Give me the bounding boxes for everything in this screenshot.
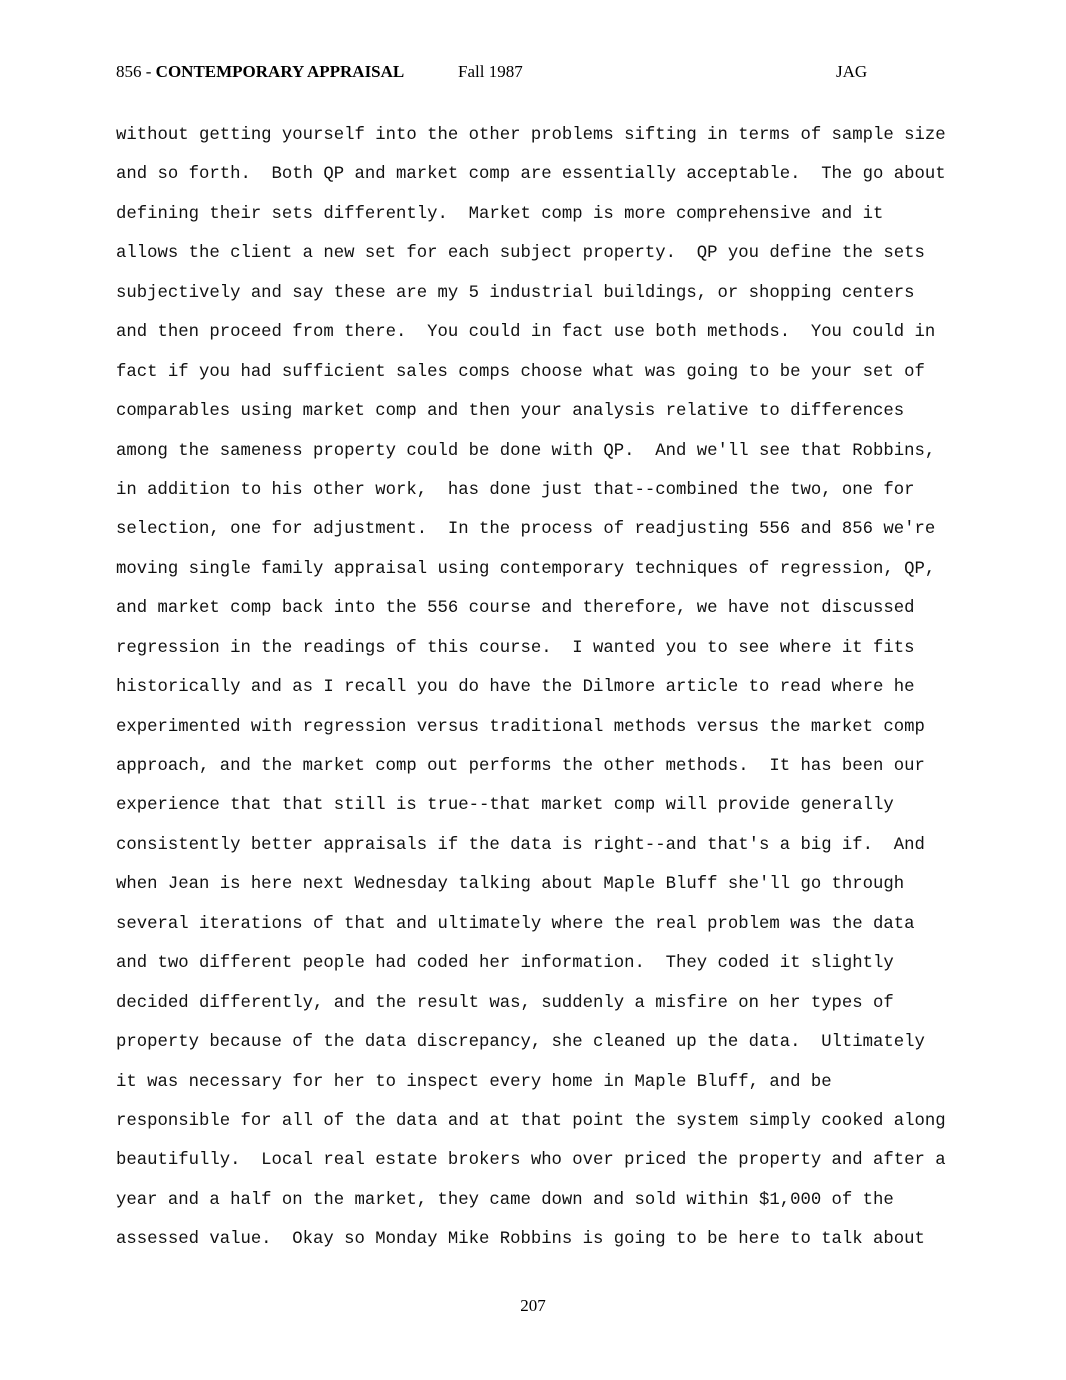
text-line: regression in the readings of this course. I wanted you to see where it fits [116,638,915,658]
text-line: several iterations of that and ultimately where the real problem was the data [116,914,915,934]
text-line: and market comp back into the 556 course and therefore, we have not discussed [116,599,915,619]
page-header [116,62,946,86]
text-line: moving single family appraisal using contemporary techniques of regression, QP, [116,559,936,579]
text-line: experience that that still is true--that market comp will provide generally [116,796,894,816]
text-line: historically and as I recall you do have the Dilmore article to read where he [116,678,915,698]
course-number: 856 - [116,62,156,81]
text-line: defining their sets differently. Market comp is more comprehensive and it [116,204,884,224]
text-line: it was necessary for her to inspect every home in Maple Bluff, and be [116,1072,832,1092]
author-initials: JAG [836,62,868,81]
text-line: experimented with regression versus traditional methods versus the market comp [116,717,925,737]
text-line: in addition to his other work, has done just that--combined the two, one for [116,480,915,500]
text-line: responsible for all of the data and at that point the system simply cooked along [116,1111,946,1131]
text-line: and so forth. Both QP and market comp are essentially acceptable. The go about [116,165,946,185]
text-line: when Jean is here next Wednesday talking about Maple Bluff she'll go through [116,875,905,895]
text-line: decided differently, and the result was, suddenly a misfire on her types of [116,993,894,1013]
text-line: without getting yourself into the other problems sifting in terms of sample size [116,126,946,145]
course-title [116,62,404,82]
text-line: property because of the data discrepancy, she cleaned up the data. Ultimately [116,1033,925,1053]
text-line: selection, one for adjustment. In the process of readjusting 556 and 856 we're [116,520,936,540]
text-line: year and a half on the market, they came down and sold within $1,000 of the [116,1190,894,1210]
course-term: Fall 1987 [458,62,523,81]
text-line: beautifully. Local real estate brokers who over priced the property and after a [116,1151,946,1171]
text-line: allows the client a new set for each subject property. QP you define the sets [116,244,925,264]
text-line: approach, and the market comp out performs the other methods. It has been our [116,757,925,776]
text-line: comparables using market comp and then your analysis relative to differences [116,402,905,422]
text-line: and two different people had coded her information. They coded it slightly [116,954,894,974]
text-line: assessed value. Okay so Monday Mike Robbins is going to be here to talk about [116,1230,925,1250]
text-line: consistently better appraisals if the data is right--and that's a big if. And [116,835,925,855]
text-line: among the sameness property could be done with QP. And we'll see that Robbins, [116,441,936,461]
text-line: fact if you had sufficient sales comps choose what was going to be your set of [116,362,925,382]
text-line: subjectively and say these are my 5 industrial buildings, or shopping centers [116,283,915,303]
transcript-body [116,120,956,1264]
page-number: 207 [520,1296,546,1315]
course-name: CONTEMPORARY APPRAISAL [155,62,405,81]
text-line: and then proceed from there. You could in fact use both methods. You could in [116,323,936,343]
